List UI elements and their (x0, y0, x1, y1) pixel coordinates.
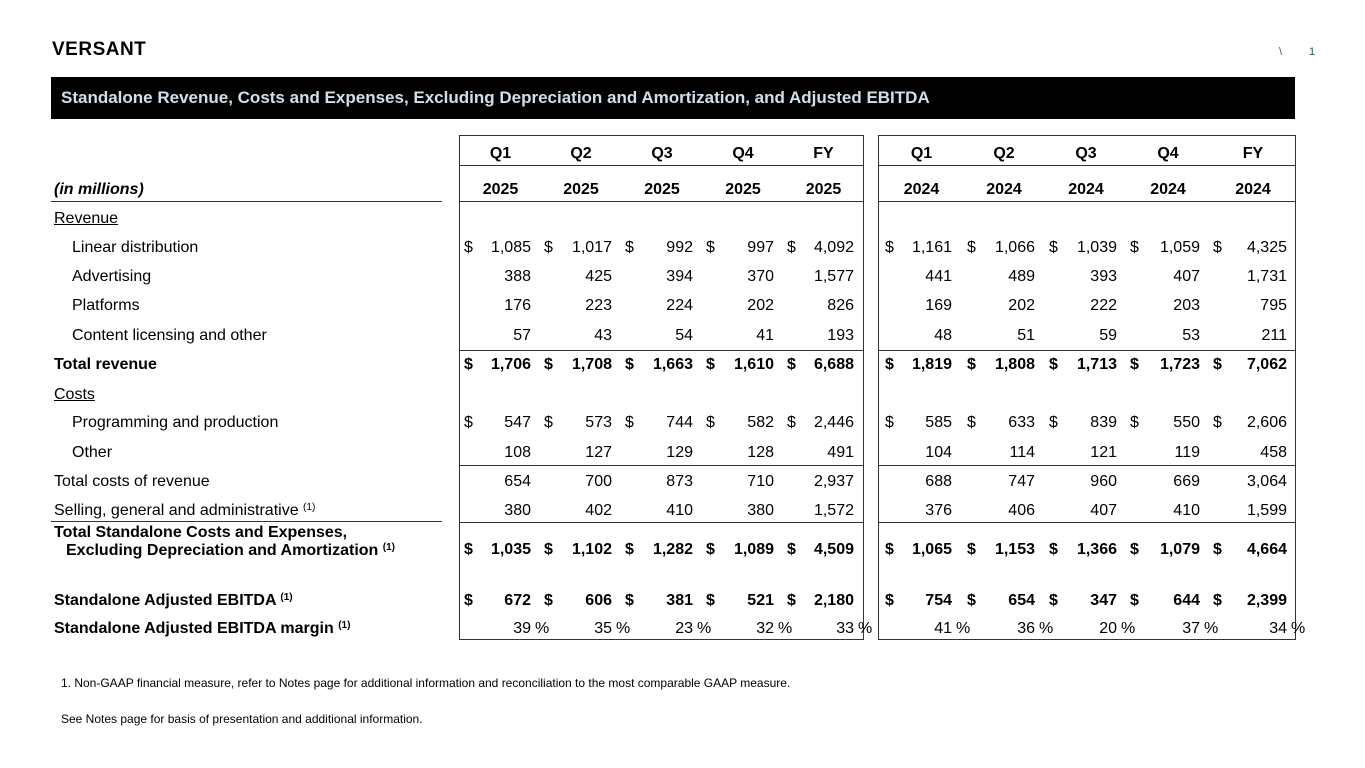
cell-value: 1,713 (1076, 356, 1117, 373)
percent-symbol: % (858, 620, 873, 637)
cell-value: 43 (594, 327, 612, 344)
cell-value: 380 (504, 502, 531, 519)
cell-value: 744 (666, 414, 693, 431)
currency-symbol: $ (787, 541, 796, 558)
row-label-text: Platforms (72, 297, 140, 314)
row-label-text: Total costs of revenue (54, 473, 210, 490)
currency-symbol: $ (625, 239, 634, 256)
cell-value: 388 (504, 268, 531, 285)
currency-symbol: $ (1130, 592, 1139, 609)
cell-value: 1,366 (1076, 541, 1117, 558)
row-label-text: Linear distribution (72, 239, 199, 256)
cell-value: 39 (513, 620, 531, 637)
currency-symbol: $ (625, 356, 634, 373)
cell-value: 1,708 (571, 356, 612, 373)
cell-value: 2,446 (813, 414, 854, 431)
cell-value: 129 (666, 444, 693, 461)
cell-value: 410 (666, 502, 693, 519)
row-label-text: Total revenue (54, 356, 157, 373)
cell-value: 1,572 (813, 502, 854, 519)
column-header-quarter: Q3 (1075, 145, 1097, 162)
row-label-text: Standalone Adjusted EBITDA (54, 592, 276, 609)
footnote-2: See Notes page for basis of presentation and additional information. (61, 712, 423, 726)
divider (459, 350, 864, 351)
cell-value: 54 (675, 327, 693, 344)
cell-value: 203 (1173, 297, 1200, 314)
cell-value: 406 (1008, 502, 1035, 519)
row-label (54, 524, 395, 560)
column-header-year: 2025 (644, 181, 680, 198)
column-header-year: 2025 (805, 181, 842, 198)
currency-symbol: $ (787, 239, 796, 256)
divider (459, 522, 864, 523)
cell-value: 550 (1173, 414, 1200, 431)
cell-value: 37 (1182, 620, 1200, 637)
percent-symbol: % (778, 620, 793, 637)
currency-symbol: $ (1049, 414, 1058, 431)
currency-symbol: $ (1130, 356, 1139, 373)
currency-symbol: $ (625, 592, 634, 609)
currency-symbol: $ (706, 356, 715, 373)
divider (51, 521, 442, 522)
currency-symbol: $ (967, 592, 976, 609)
currency-symbol: $ (885, 592, 894, 609)
cell-value: 547 (504, 414, 531, 431)
footnote-ref: (1) (338, 620, 351, 631)
cell-value: 1,819 (911, 356, 952, 373)
cell-value: 347 (1090, 592, 1117, 609)
currency-symbol: $ (544, 356, 553, 373)
currency-symbol: $ (967, 356, 976, 373)
cell-value: 7,062 (1246, 356, 1287, 373)
percent-symbol: % (1291, 620, 1306, 637)
row-label-text: Costs (54, 386, 95, 403)
row-label (72, 444, 112, 462)
cell-value: 960 (1090, 473, 1117, 490)
cell-value: 1,706 (490, 356, 531, 373)
cell-value: 1,663 (652, 356, 693, 373)
currency-symbol: $ (464, 414, 473, 431)
cell-value: 376 (925, 502, 952, 519)
percent-symbol: % (697, 620, 712, 637)
row-label-text: Revenue (54, 210, 119, 227)
cell-value: 2,180 (813, 592, 854, 609)
row-label-text: Total Standalone Costs and Expenses, (54, 524, 348, 541)
cell-value: 41 (756, 327, 774, 344)
column-header-quarter: Q3 (651, 145, 673, 162)
row-label-text: Programming and production (72, 414, 279, 431)
row-label-text: Standalone Adjusted EBITDA margin (54, 620, 334, 637)
currency-symbol: $ (1213, 239, 1222, 256)
cell-value: 754 (925, 592, 952, 609)
currency-symbol: $ (464, 239, 473, 256)
divider (878, 522, 1296, 523)
cell-value: 826 (827, 297, 854, 314)
currency-symbol: $ (885, 541, 894, 558)
cell-value: 4,664 (1246, 541, 1287, 558)
cell-value: 2,937 (813, 473, 854, 490)
cell-value: 573 (585, 414, 612, 431)
cell-value: 992 (666, 239, 693, 256)
cell-value: 633 (1008, 414, 1035, 431)
column-header-quarter: Q1 (910, 145, 933, 162)
currency-symbol: $ (706, 541, 715, 558)
cell-value: 585 (925, 414, 952, 431)
column-header-quarter: Q2 (993, 145, 1015, 162)
cell-value: 491 (827, 444, 854, 461)
currency-symbol: $ (625, 541, 634, 558)
cell-value: 222 (1090, 297, 1117, 314)
cell-value: 128 (747, 444, 774, 461)
cell-value: 489 (1008, 268, 1035, 285)
page-title: Standalone Revenue, Costs and Expenses, Excluding Depreciation and Amortization, and Adjusted EBITDA (61, 88, 930, 107)
cell-value: 57 (513, 327, 531, 344)
cell-value: 795 (1260, 297, 1287, 314)
cell-value: 3,064 (1246, 473, 1287, 490)
percent-symbol: % (1039, 620, 1054, 637)
cell-value: 1,731 (1246, 268, 1287, 285)
currency-symbol: $ (885, 356, 894, 373)
currency-symbol: $ (706, 239, 715, 256)
cell-value: 202 (1008, 297, 1035, 314)
cell-value: 644 (1173, 592, 1200, 609)
percent-symbol: % (616, 620, 631, 637)
currency-symbol: $ (1213, 541, 1222, 558)
currency-symbol: $ (787, 356, 796, 373)
cell-value: 51 (1017, 327, 1035, 344)
divider (878, 165, 1296, 166)
cell-value: 747 (1008, 473, 1035, 490)
currency-symbol: $ (787, 414, 796, 431)
percent-symbol: % (535, 620, 550, 637)
versant-logo: VERSANT (52, 39, 147, 60)
row-label (54, 356, 157, 374)
cell-value: 688 (925, 473, 952, 490)
cell-value: 1,017 (571, 239, 612, 256)
cell-value: 1,066 (994, 239, 1035, 256)
cell-value: 104 (925, 444, 952, 461)
row-label (54, 502, 315, 520)
currency-symbol: $ (706, 414, 715, 431)
currency-symbol: $ (1130, 239, 1139, 256)
footnote-1: 1. Non-GAAP financial measure, refer to Notes page for additional information and reconciliation to the most comparable GAAP measure. (61, 676, 791, 690)
cell-value: 223 (585, 297, 612, 314)
cell-value: 41 (934, 620, 952, 637)
footnote-ref: (1) (303, 502, 316, 513)
cell-value: 108 (504, 444, 531, 461)
currency-symbol: $ (464, 592, 473, 609)
table-block-2025 (459, 135, 864, 640)
cell-value: 407 (1090, 502, 1117, 519)
divider (459, 165, 864, 166)
cell-value: 410 (1173, 502, 1200, 519)
cell-value: 48 (934, 327, 952, 344)
cell-value: 6,688 (813, 356, 854, 373)
currency-symbol: $ (885, 414, 894, 431)
divider (51, 201, 442, 202)
cell-value: 35 (594, 620, 612, 637)
row-label (54, 620, 350, 638)
cell-value: 700 (585, 473, 612, 490)
column-header-year: 2024 (1235, 181, 1271, 198)
cell-value: 669 (1173, 473, 1200, 490)
cell-value: 119 (1174, 444, 1200, 461)
currency-symbol: $ (544, 541, 553, 558)
currency-symbol: $ (1130, 541, 1139, 558)
cell-value: 393 (1090, 268, 1117, 285)
divider (878, 465, 1296, 466)
column-header-year: 2025 (482, 181, 519, 198)
cell-value: 654 (1008, 592, 1035, 609)
cell-value: 1,599 (1246, 502, 1287, 519)
divider (459, 465, 864, 466)
cell-value: 441 (925, 268, 952, 285)
row-label (72, 327, 267, 345)
currency-symbol: $ (706, 592, 715, 609)
currency-symbol: $ (1213, 356, 1222, 373)
currency-symbol: $ (544, 592, 553, 609)
row-label (54, 386, 95, 404)
cell-value: 4,325 (1246, 239, 1287, 256)
column-header-quarter: FY (1242, 145, 1264, 162)
cell-value: 1,161 (911, 239, 952, 256)
currency-symbol: $ (464, 541, 473, 558)
cell-value: 1,610 (733, 356, 774, 373)
column-header-year: 2025 (563, 181, 599, 198)
currency-symbol: $ (967, 239, 976, 256)
column-header-year: 2024 (986, 181, 1022, 198)
column-header-quarter: Q2 (570, 145, 592, 162)
cell-value: 710 (747, 473, 774, 490)
column-header-quarter: FY (813, 145, 834, 162)
page-number: 1 (1309, 46, 1316, 58)
cell-value: 1,085 (490, 239, 531, 256)
cell-value: 59 (1099, 327, 1117, 344)
cell-value: 458 (1260, 444, 1287, 461)
cell-value: 521 (747, 592, 774, 609)
cell-value: 1,723 (1159, 356, 1200, 373)
row-label (72, 414, 278, 432)
row-label-text: Excluding Depreciation and Amortization (66, 542, 379, 559)
currency-symbol: $ (787, 592, 796, 609)
column-header-quarter: Q1 (489, 145, 512, 162)
percent-symbol: % (1204, 620, 1219, 637)
currency-symbol: $ (625, 414, 634, 431)
row-label (72, 297, 140, 315)
cell-value: 169 (925, 297, 952, 314)
cell-value: 839 (1090, 414, 1117, 431)
units-label: (in millions) (54, 181, 144, 198)
currency-symbol: $ (544, 239, 553, 256)
row-label-text: Content licensing and other (72, 327, 267, 344)
cell-value: 370 (747, 268, 774, 285)
cell-value: 606 (585, 592, 612, 609)
footnote-ref: (1) (382, 542, 396, 553)
currency-symbol: $ (967, 414, 976, 431)
row-label-text: Other (72, 444, 113, 461)
currency-symbol: $ (464, 356, 473, 373)
row-label (54, 473, 210, 491)
cell-value: 1,039 (1076, 239, 1117, 256)
cell-value: 1,035 (490, 541, 531, 558)
cell-value: 20 (1099, 620, 1117, 637)
column-header-year: 2025 (725, 181, 761, 198)
column-header-quarter: Q4 (1157, 145, 1179, 162)
cell-value: 211 (1261, 327, 1287, 344)
cell-value: 127 (585, 444, 612, 461)
currency-symbol: $ (1130, 414, 1139, 431)
currency-symbol: $ (1049, 541, 1058, 558)
cell-value: 425 (585, 268, 612, 285)
percent-symbol: % (956, 620, 971, 637)
currency-symbol: $ (1049, 356, 1058, 373)
cell-value: 34 (1269, 620, 1287, 637)
cell-value: 380 (747, 502, 774, 519)
row-label-text: Selling, general and administrative (54, 502, 299, 519)
title-bar (51, 77, 1295, 119)
cell-value: 2,399 (1246, 592, 1287, 609)
separator: \ (1279, 46, 1283, 58)
cell-value: 114 (1009, 444, 1035, 461)
currency-symbol: $ (1049, 592, 1058, 609)
cell-value: 4,092 (813, 239, 854, 256)
cell-value: 1,059 (1159, 239, 1200, 256)
cell-value: 193 (827, 327, 854, 344)
cell-value: 1,808 (994, 356, 1035, 373)
row-label (72, 239, 198, 257)
cell-value: 202 (747, 297, 774, 314)
cell-value: 36 (1017, 620, 1035, 637)
column-header-quarter: Q4 (732, 145, 754, 162)
cell-value: 873 (666, 473, 693, 490)
column-header-year: 2024 (1068, 181, 1104, 198)
cell-value: 121 (1090, 444, 1117, 461)
cell-value: 32 (756, 620, 774, 637)
cell-value: 654 (504, 473, 531, 490)
currency-symbol: $ (967, 541, 976, 558)
cell-value: 1,079 (1159, 541, 1200, 558)
currency-symbol: $ (544, 414, 553, 431)
cell-value: 176 (504, 297, 531, 314)
cell-value: 1,153 (994, 541, 1035, 558)
row-label (72, 268, 151, 286)
table-block-2024 (878, 135, 1296, 640)
cell-value: 1,102 (571, 541, 612, 558)
cell-value: 4,509 (813, 541, 854, 558)
cell-value: 1,282 (652, 541, 693, 558)
cell-value: 672 (504, 592, 531, 609)
row-label (54, 592, 293, 610)
cell-value: 224 (666, 297, 693, 314)
cell-value: 1,065 (911, 541, 952, 558)
cell-value: 2,606 (1246, 414, 1287, 431)
cell-value: 53 (1182, 327, 1200, 344)
cell-value: 402 (585, 502, 612, 519)
cell-value: 33 (836, 620, 854, 637)
currency-symbol: $ (885, 239, 894, 256)
cell-value: 381 (666, 592, 693, 609)
row-label (54, 210, 118, 228)
cell-value: 1,089 (733, 541, 774, 558)
cell-value: 1,577 (813, 268, 854, 285)
cell-value: 407 (1173, 268, 1200, 285)
footnote-ref: (1) (280, 592, 293, 603)
currency-symbol: $ (1213, 592, 1222, 609)
row-label-text: Advertising (72, 268, 152, 285)
column-header-year: 2024 (1150, 181, 1186, 198)
currency-symbol: $ (1213, 414, 1222, 431)
cell-value: 997 (747, 239, 774, 256)
divider (459, 201, 864, 202)
divider (878, 350, 1296, 351)
column-header-year: 2024 (903, 181, 940, 198)
cell-value: 582 (747, 414, 774, 431)
cell-value: 23 (675, 620, 693, 637)
percent-symbol: % (1121, 620, 1136, 637)
currency-symbol: $ (1049, 239, 1058, 256)
cell-value: 394 (666, 268, 693, 285)
divider (878, 201, 1296, 202)
